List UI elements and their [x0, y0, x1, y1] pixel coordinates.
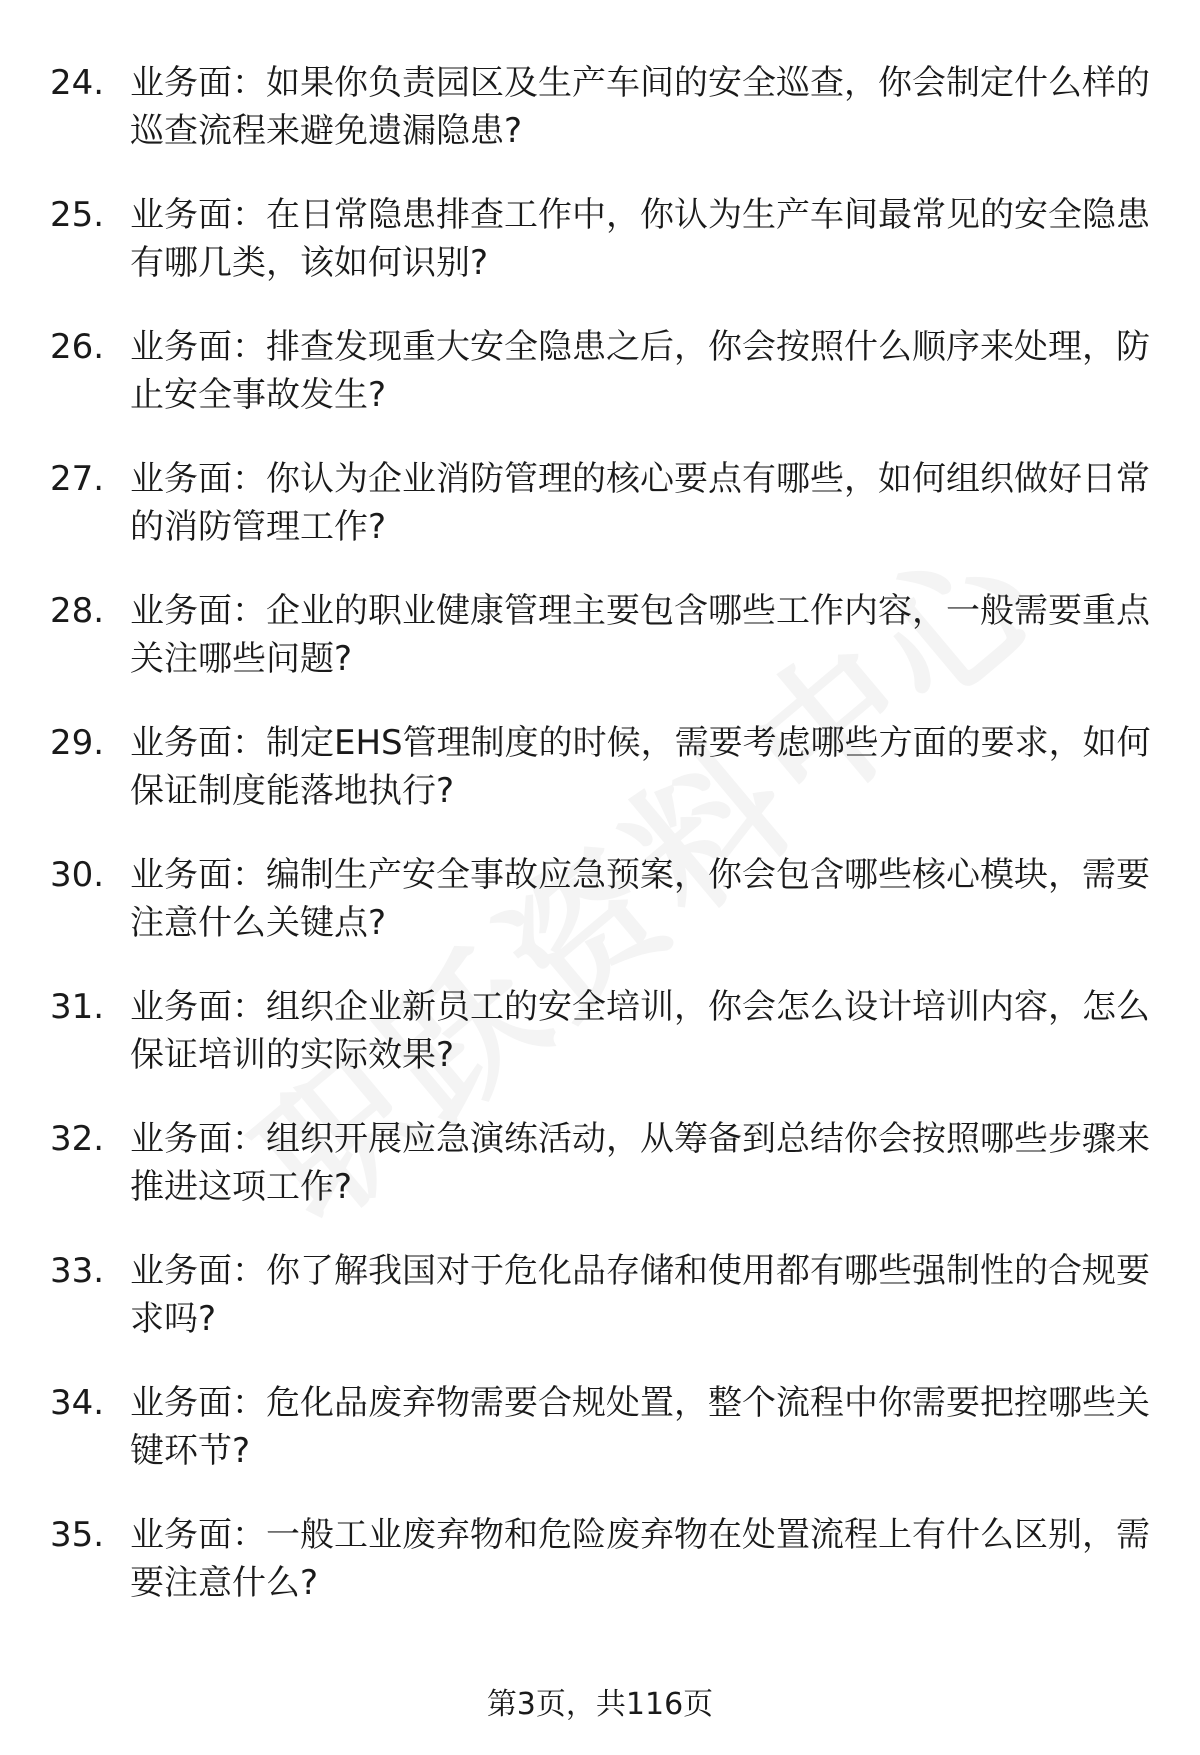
list-item — [50, 1247, 1160, 1343]
question-number: 26. — [50, 327, 105, 367]
question-text: 业务面：一般工业废弃物和危险废弃物在处置流程上有什么区别，需要注意什么? — [130, 1515, 1150, 1603]
question-text: 业务面：企业的职业健康管理主要包含哪些工作内容，一般需要重点关注哪些问题? — [130, 591, 1150, 679]
question-number: 30. — [50, 855, 105, 895]
question-number: 35. — [50, 1515, 105, 1555]
question-text: 业务面：你认为企业消防管理的核心要点有哪些，如何组织做好日常的消防管理工作? — [130, 459, 1150, 547]
question-text: 业务面：危化品废弃物需要合规处置，整个流程中你需要把控哪些关键环节? — [130, 1383, 1150, 1471]
question-text: 业务面：排查发现重大安全隐患之后，你会按照什么顺序来处理，防止安全事故发生? — [130, 327, 1150, 415]
list-item — [50, 851, 1160, 947]
question-text: 业务面：在日常隐患排查工作中，你认为生产车间最常见的安全隐患有哪几类，该如何识别? — [130, 195, 1150, 283]
question-text: 业务面：编制生产安全事故应急预案，你会包含哪些核心模块，需要注意什么关键点? — [130, 855, 1150, 943]
question-number: 25. — [50, 195, 105, 235]
list-item — [50, 191, 1160, 287]
question-number: 29. — [50, 723, 105, 763]
question-text: 业务面：组织企业新员工的安全培训，你会怎么设计培训内容，怎么保证培训的实际效果? — [130, 987, 1150, 1075]
list-item — [50, 455, 1160, 551]
question-text: 业务面：你了解我国对于危化品存储和使用都有哪些强制性的合规要求吗? — [130, 1251, 1150, 1339]
question-number: 32. — [50, 1119, 105, 1159]
list-item — [50, 719, 1160, 815]
question-list — [50, 59, 1160, 1643]
list-item — [50, 59, 1160, 155]
list-item — [50, 323, 1160, 419]
question-number: 24. — [50, 63, 105, 103]
page-footer: 第3页，共116页 — [486, 1687, 714, 1722]
question-number: 34. — [50, 1383, 105, 1423]
question-text: 业务面：如果你负责园区及生产车间的安全巡查，你会制定什么样的巡查流程来避免遗漏隐患? — [130, 63, 1150, 151]
question-number: 31. — [50, 987, 105, 1027]
list-item — [50, 1511, 1160, 1607]
question-number: 33. — [50, 1251, 105, 1291]
question-number: 28. — [50, 591, 105, 631]
list-item — [50, 1379, 1160, 1475]
question-text: 业务面：制定EHS管理制度的时候，需要考虑哪些方面的要求，如何保证制度能落地执行? — [130, 723, 1151, 811]
list-item — [50, 1115, 1160, 1211]
list-item — [50, 587, 1160, 683]
list-item — [50, 983, 1160, 1079]
question-number: 27. — [50, 459, 105, 499]
question-text: 业务面：组织开展应急演练活动，从筹备到总结你会按照哪些步骤来推进这项工作? — [130, 1119, 1150, 1207]
